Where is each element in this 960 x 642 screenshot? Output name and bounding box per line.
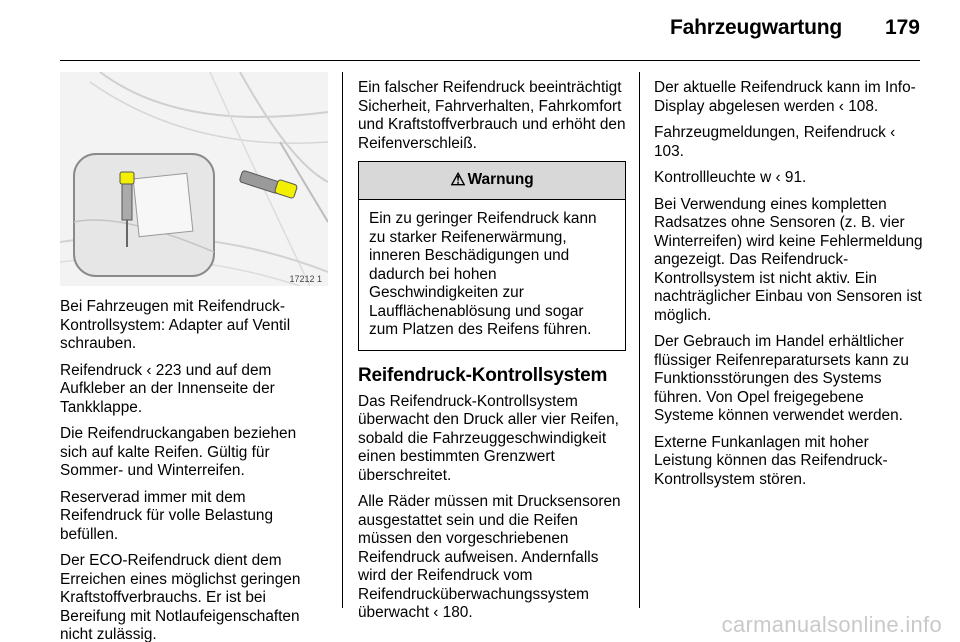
- valve-adapter-drawing: [60, 72, 328, 286]
- warning-header: [359, 162, 625, 200]
- page-number: 179: [884, 16, 920, 39]
- warning-text: Ein zu geringer Reifendruck kann zu starker Reifenerwärmung, inneren Beschädigungen und dadurch bei hohen Geschwindigkeiten zur Laufflächenablösung und sogar zum Platzen des Reifens führen.: [369, 210, 597, 338]
- paragraph: Der ECO-Reifendruck dient dem Erreichen eines möglichst geringen Kraftstoffverbrauchs. Er ist bei Bereifung mit Notlaufeigenschaften nicht zulässig.: [60, 552, 301, 642]
- paragraph: Alle Räder müssen mit Drucksensoren ausgestattet sein und die Reifen müssen den vorgeschriebenen Reifendruck aufweisen. Andernfalls wird der Reifendruck vom Reifendrucküberwachungssystem überwacht ‹ 180.: [358, 493, 621, 621]
- column-1: [60, 298, 326, 642]
- paragraph: Das Reifendruck-Kontrollsystem überwacht den Druck aller vier Reifen, sobald die Fahrzeuggeschwindigkeit einen bestimmten Grenzwert überschreitet.: [358, 392, 619, 484]
- paragraph: Bei Fahrzeugen mit Reifendruck-Kontrollsystem: Adapter auf Ventil schrauben.: [60, 298, 291, 352]
- paragraph: Der Gebrauch im Handel erhältlicher flüssiger Reifenreparatursets kann zu Funktionsstörungen des Systems führen. Von Opel freigegebene Systeme können verwendet werden.: [654, 333, 909, 424]
- section-heading: Reifendruck-Kontrollsystem: [358, 364, 608, 386]
- page-header: [0, 0, 960, 52]
- paragraph: Der aktuelle Reifendruck kann im Info-Display abgelesen werden ‹ 108.: [654, 79, 916, 115]
- header-rule: [60, 60, 920, 61]
- warning-title: Warnung: [467, 171, 534, 189]
- intro-paragraph: Ein falscher Reifendruck beeinträchtigt Sicherheit, Fahrverhalten, Fahrkomfort und Kraftstoffverbrauch und erhöht den Reifenverschleiß.: [358, 79, 626, 152]
- paragraph: Reserverad immer mit dem Reifendruck für volle Belastung befüllen.: [60, 488, 274, 543]
- page-title: Fahrzeugwartung: [669, 16, 842, 39]
- paragraph: Reifendruck ‹ 223 und auf dem Aufkleber an der Innenseite der Tankklappe.: [60, 361, 275, 416]
- warning-triangle-icon: ⚠: [450, 170, 466, 190]
- paragraph: Fahrzeugmeldungen, Reifendruck ‹ 103.: [654, 124, 896, 160]
- paragraph: Externe Funkanlagen mit hoher Leistung können das Reifendruck-Kontrollsystem stören.: [654, 433, 888, 488]
- column-divider-2: [639, 72, 640, 608]
- column-2: [358, 79, 626, 631]
- tire-valve-illustration: [60, 72, 328, 286]
- inset-detail: [74, 154, 214, 276]
- column-divider-1: [342, 72, 343, 608]
- paragraph: Die Reifendruckangaben beziehen sich auf kalte Reifen. Gültig für Sommer- und Winterreifen.: [60, 425, 297, 479]
- column-3: [654, 79, 926, 497]
- paragraph: Bei Verwendung eines kompletten Radsatzes ohne Sensoren (z. B. vier Winterreifen) wird keine Fehlermeldung angezeigt. Das Reifendruck-Kontrollsystem ist nicht aktiv. Ein nachträglicher Einbau von Sensoren ist möglich.: [654, 195, 923, 324]
- warning-box: [358, 161, 626, 351]
- watermark: carmanualsonline.info: [721, 612, 942, 637]
- figure-number: 17212 1: [289, 274, 322, 284]
- paragraph: Kontrollleuchte w ‹ 91.: [654, 169, 807, 186]
